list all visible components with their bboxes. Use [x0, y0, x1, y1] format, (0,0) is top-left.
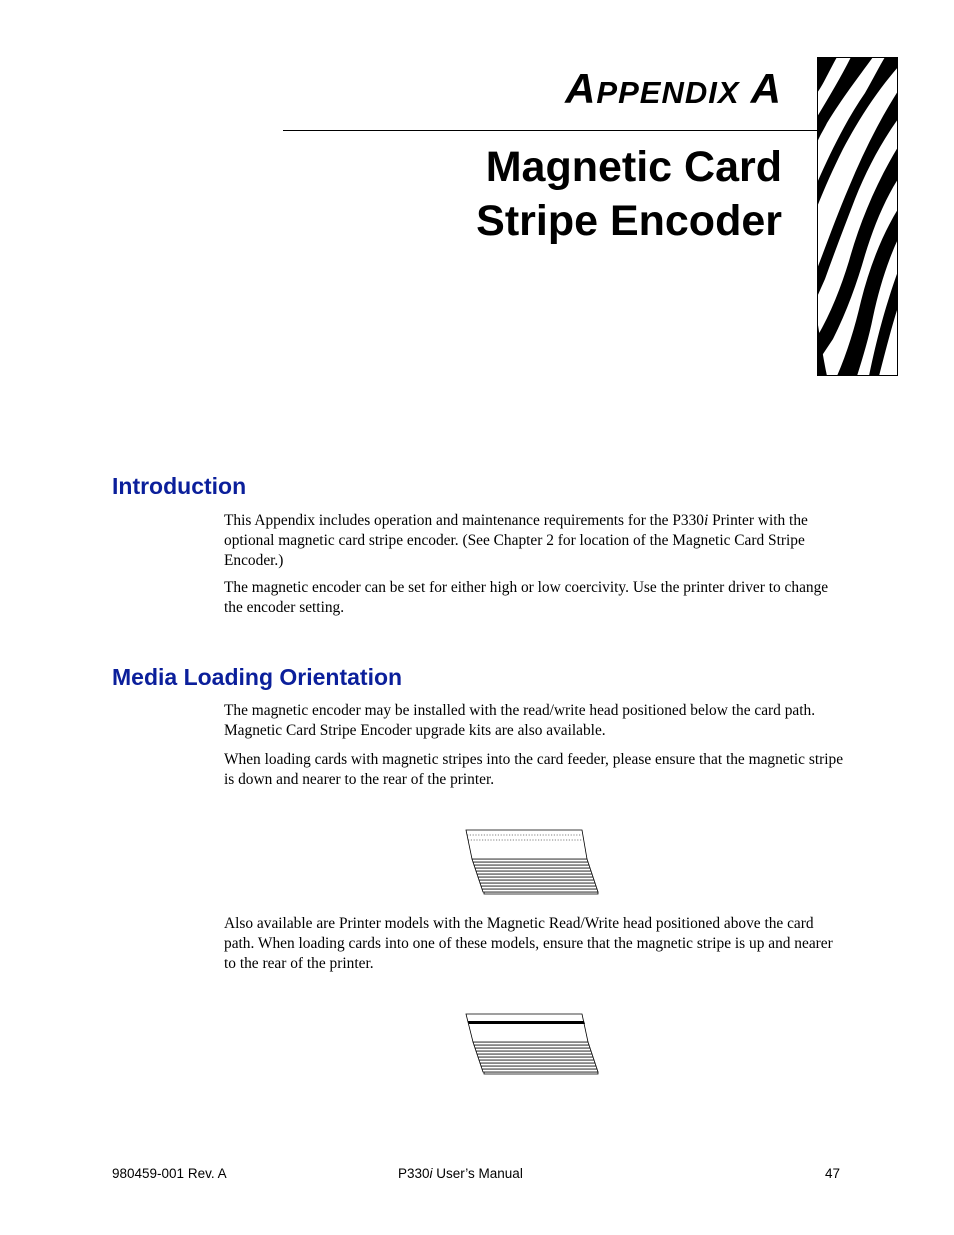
- media-loading-paragraph-3: Also available are Printer models with the Magnetic Read/Write head positioned above the card path. When loading cards into one of these models, ensure that the magnetic stripe is up and nearer to the rear of the printer.: [224, 915, 833, 972]
- appendix-initial: A: [565, 65, 597, 112]
- footer-manual-prefix: P330: [398, 1166, 430, 1181]
- footer-manual-italic: i: [429, 1166, 433, 1181]
- card-stack-stripe-down-icon: [460, 826, 605, 898]
- introduction-heading: Introduction: [112, 473, 247, 499]
- chapter-title: [476, 140, 782, 248]
- chapter-title-line2: Stripe Encoder: [476, 197, 782, 245]
- footer-doc-number: 980459-001 Rev. A: [112, 1166, 227, 1181]
- header-rule: [283, 130, 818, 131]
- introduction-paragraph-1: [224, 511, 844, 570]
- card-stack-stripe-up-icon: [460, 1010, 605, 1080]
- footer-manual-suffix: User’s Manual: [432, 1166, 523, 1181]
- zebra-stripes-logo-icon: [817, 57, 898, 376]
- footer-manual-title: [398, 1167, 523, 1181]
- media-loading-paragraph-1: The magnetic encoder may be installed with the read/write head positioned below the card path. Magnetic Card Stripe Encoder upgrade kits are also available.: [224, 702, 816, 739]
- intro-p1-text: This Appendix includes operation and maintenance requirements for the P330: [224, 512, 704, 529]
- media-loading-heading: Media Loading Orientation: [112, 664, 403, 690]
- intro-p1-italic: i: [703, 512, 709, 529]
- footer-page-number: 47: [824, 1166, 840, 1181]
- chapter-title-line1: Magnetic Card: [485, 143, 782, 191]
- appendix-letter: A: [750, 65, 782, 112]
- intro-p1-text-cont: Printer with the optional magnetic card stripe encoder. (See Chapter 2 for location of the Magnetic Card Stripe Encoder.): [224, 512, 808, 569]
- media-loading-paragraph-2: When loading cards with magnetic stripes into the card feeder, please ensure that the magnetic stripe is down and nearer to the rear of the printer.: [224, 751, 844, 788]
- appendix-word: PPENDIX: [596, 75, 740, 110]
- appendix-label: [565, 65, 782, 112]
- introduction-paragraph-2: The magnetic encoder can be set for either high or low coercivity. Use the printer driver to change the encoder setting.: [224, 579, 829, 616]
